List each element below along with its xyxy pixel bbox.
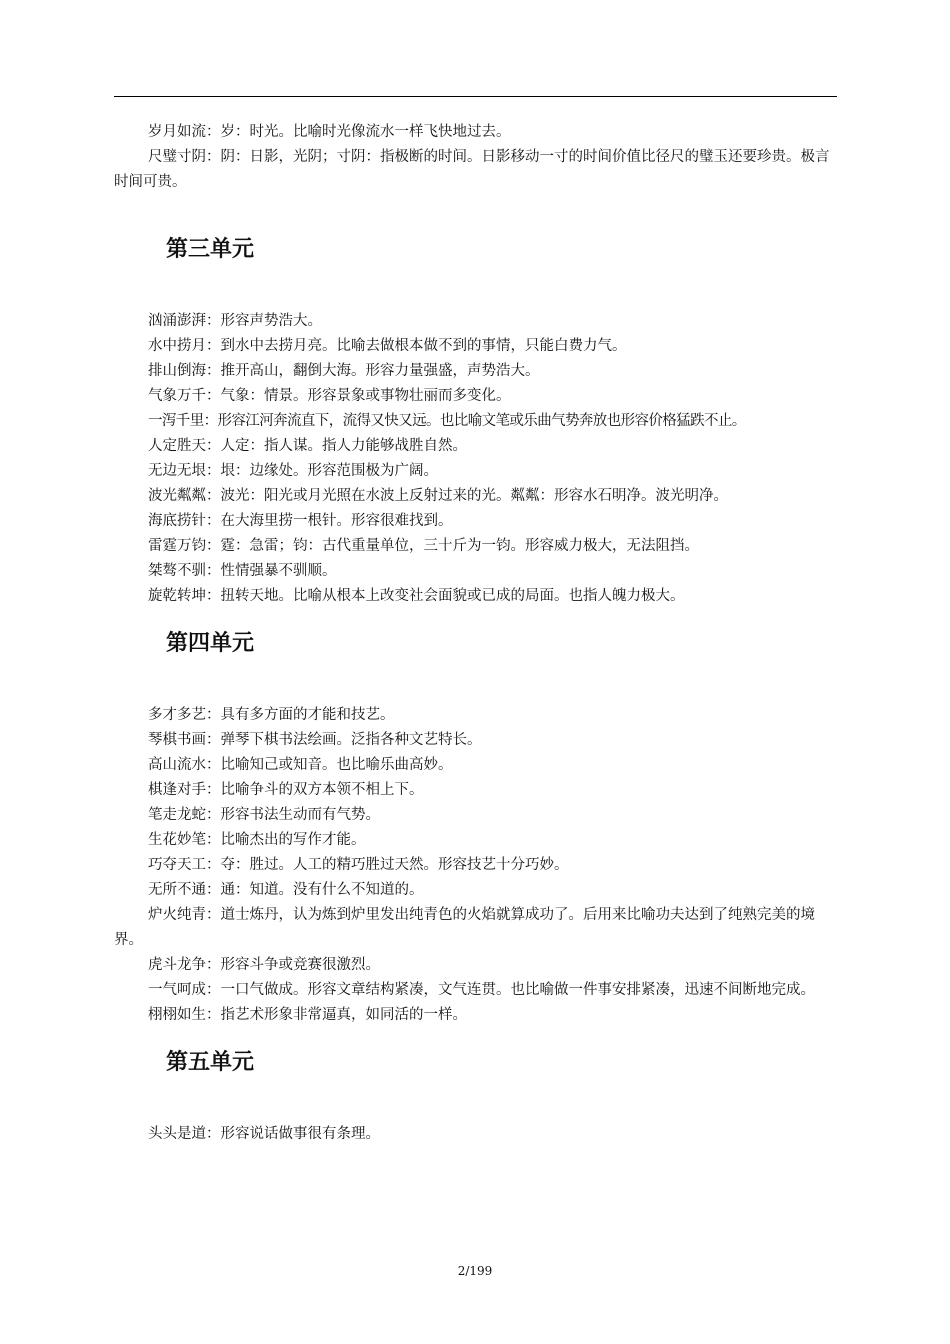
idiom-entry: 一泻千里：形容江河奔流直下，流得又快又远。也比喻文笔或乐曲气势奔放也形容价格猛跌不止。 xyxy=(148,413,746,429)
page-number: 2/199 xyxy=(457,1264,493,1278)
idiom-entry: 尺璧寸阴：阴：日影，光阴；寸阴：指极断的时间。日影移动一寸的时间价值比径尺的璧玉还要珍贵。极言时间可贵。 xyxy=(114,149,830,190)
header-rule xyxy=(114,96,837,97)
idiom-entry: 炉火纯青：道士炼丹，认为炼到炉里发出纯青色的火焰就算成功了。后用来比喻功夫达到了纯熟完美的境界。 xyxy=(114,907,815,948)
idiom-entry: 无所不通：通：知道。没有什么不知道的。 xyxy=(148,882,424,898)
idiom-entry: 头头是道：形容说话做事很有条理。 xyxy=(148,1126,380,1142)
idiom-entry: 雷霆万钧：霆：急雷；钧：古代重量单位，三十斤为一钧。形容威力极大，无法阻挡。 xyxy=(148,538,699,554)
section-heading-unit-3: 第三单元 xyxy=(166,237,255,262)
idiom-entry: 人定胜天：人定：指人谋。指人力能够战胜自然。 xyxy=(148,438,467,454)
idiom-entry: 巧夺天工：夺：胜过。人工的精巧胜过天然。形容技艺十分巧妙。 xyxy=(148,857,569,873)
idiom-entry: 栩栩如生：指艺术形象非常逼真，如同活的一样。 xyxy=(148,1007,467,1023)
section-heading-unit-4: 第四单元 xyxy=(166,631,255,656)
idiom-entry: 气象万千：气象：情景。形容景象或事物壮丽而多变化。 xyxy=(148,388,511,404)
idiom-entry: 旋乾转坤：扭转天地。比喻从根本上改变社会面貌或已成的局面。也指人魄力极大。 xyxy=(148,588,685,604)
idiom-entry: 水中捞月：到水中去捞月亮。比喻去做根本做不到的事情，只能白费力气。 xyxy=(148,338,627,354)
idiom-entry: 海底捞针：在大海里捞一根针。形容很难找到。 xyxy=(148,513,453,529)
idiom-entry: 岁月如流：岁：时光。比喻时光像流水一样飞快地过去。 xyxy=(148,124,511,140)
idiom-entry: 一气呵成：一口气做成。形容文章结构紧凑，文气连贯。也比喻做一件事安排紧凑，迅速不间断地完成。 xyxy=(148,982,815,998)
idiom-entry: 琴棋书画：弹琴下棋书法绘画。泛指各种文艺特长。 xyxy=(148,732,482,748)
page-content xyxy=(114,120,837,1147)
idiom-entry: 笔走龙蛇：形容书法生动而有气势。 xyxy=(148,807,380,823)
idiom-entry: 汹涌澎湃：形容声势浩大。 xyxy=(148,313,322,329)
section-heading-unit-5: 第五单元 xyxy=(166,1050,255,1075)
idiom-entry: 高山流水：比喻知己或知音。也比喻乐曲高妙。 xyxy=(148,757,453,773)
idiom-entry: 排山倒海：推开高山，翻倒大海。形容力量强盛，声势浩大。 xyxy=(148,363,540,379)
idiom-entry: 无边无垠：垠：边缘处。形容范围极为广阔。 xyxy=(148,463,438,479)
idiom-entry: 生花妙笔：比喻杰出的写作才能。 xyxy=(148,832,366,848)
idiom-entry: 波光粼粼：波光：阳光或月光照在水波上反射过来的光。粼粼：形容水石明净。波光明净。 xyxy=(148,488,728,504)
idiom-entry: 棋逢对手：比喻争斗的双方本领不相上下。 xyxy=(148,782,424,798)
idiom-entry: 多才多艺：具有多方面的才能和技艺。 xyxy=(148,707,395,723)
idiom-entry: 虎斗龙争：形容斗争或竞赛很激烈。 xyxy=(148,957,380,973)
idiom-entry: 桀骜不驯：性情强暴不驯顺。 xyxy=(148,563,337,579)
